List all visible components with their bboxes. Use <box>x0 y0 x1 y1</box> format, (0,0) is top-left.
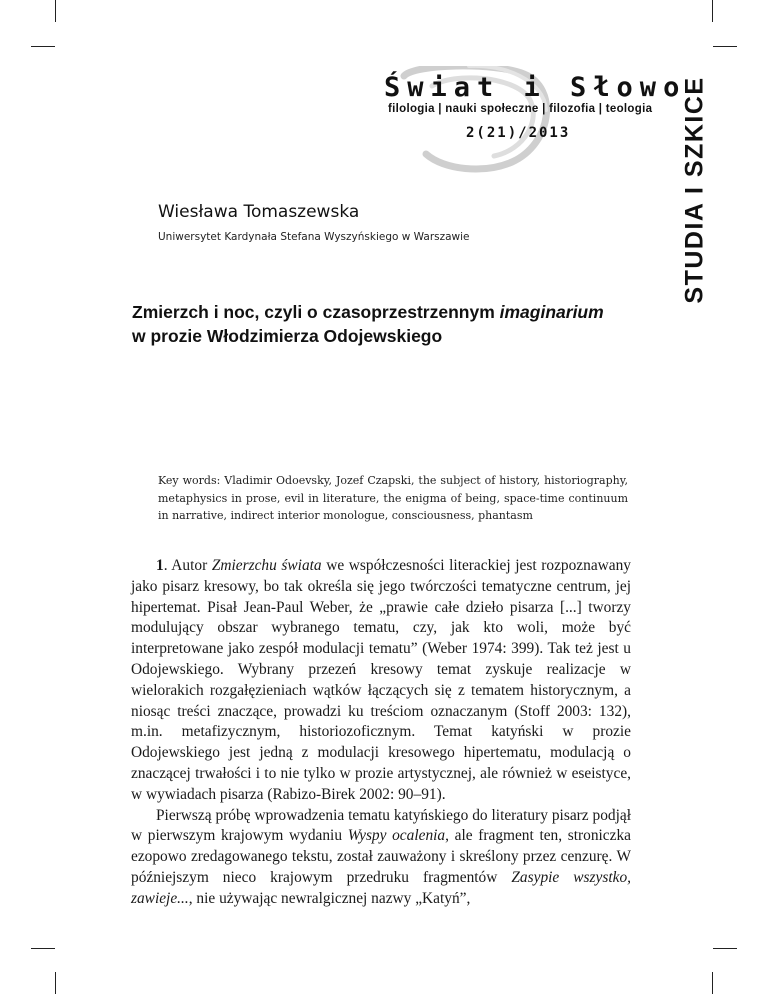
keywords: Key words: Vladimir Odoevsky, Jozef Czapski, the subject of history, historiography, metaphysics in prose, evil in literature, the enigma of being, space-time continuum in narrative, indirect interior monologue, consciousness, phantasm <box>158 474 628 522</box>
italic-text: Zasypie wszystko, zawieje... <box>131 868 631 907</box>
crop-mark <box>55 972 56 994</box>
crop-mark <box>31 948 55 949</box>
crop-mark <box>55 0 56 22</box>
article-title <box>132 300 632 348</box>
journal-issue: 2(21)/2013 <box>466 125 571 141</box>
journal-disciplines: filologia | nauki społeczne | filozofia | teologia <box>388 103 653 115</box>
italic-text: Zmierzchu świata <box>211 557 322 574</box>
body-text-segment: , nie używając newralgicznej nazwy „Katyń”, <box>188 889 471 907</box>
body-text-segment: , ale fragment ten, stroniczka ezopowo zredagowanego tekstu, został zauważony i skreślony przez cenzurę. W późniejszym nieco krajowym przedruku fragmentów <box>131 827 631 886</box>
journal-logo <box>374 66 687 176</box>
body-text-segment: . Autor <box>163 557 212 574</box>
crop-mark <box>712 0 713 22</box>
body-text-segment: Pierwszą próbę wprowadzenia tematu katyńskiego do literatury pisarz podjął w pierwszym krajowym wydaniu <box>131 806 631 845</box>
paragraph <box>131 556 631 806</box>
section-label: STUDIA I SZKICE <box>680 76 709 304</box>
article-title-italic: imaginarium <box>499 302 604 322</box>
body-text-segment: we współczesności literackiej jest rozpoznawany jako pisarz kresowy, bo tak określa się jego twórczości tematyczne centrum, jej hipertemat. Pisał Jean-Paul Weber, że „prawie całe dzieło pisarza [...] tworzy modulujący obszar wybranego tematu, czy, jak kto woli, może być interpretowane jako zespół modulacji tematu” (Weber 1974: 399). Tak też jest u Odojewskiego. Wybrany przezeń kresowy temat zyskuje realizacje w wielorakich rozgałęzieniach wątków łączących się z tematem historycznym, a niosąc treści znaczące, prowadzi ku treściom oznaczanym (Stoff 2003: 132), m.in. metafizycznym, historiozoficznym. Temat katyński w prozie Odojewskiego jest jedną z modulacji kresowego hipertematu, modulacją o znaczącej trwałości i to nie tylko w prozie artystycznej, ale również w eseistyce, w wywiadach pisarza (Rabizo-Birek 2002: 90–91). <box>131 557 631 803</box>
paragraph <box>131 806 631 910</box>
crop-mark <box>712 972 713 994</box>
crop-mark <box>31 46 55 47</box>
article-body <box>131 556 631 910</box>
section-number: 1 <box>156 557 164 574</box>
italic-text: Wyspy ocalenia <box>347 827 446 845</box>
author-name: Wiesława Tomaszewska <box>158 202 360 222</box>
crop-mark <box>713 948 737 949</box>
article-title-line-2: w prozie Włodzimierza Odojewskiego <box>132 326 443 346</box>
crop-mark <box>713 46 737 47</box>
author-affiliation: Uniwersytet Kardynała Stefana Wyszyńskiego w Warszawie <box>158 231 470 243</box>
journal-title: Świat i Słowo <box>384 72 687 103</box>
article-title-text: Zmierzch i noc, czyli o czasoprzestrzennym <box>132 302 500 322</box>
article-title-line-1 <box>132 300 632 324</box>
